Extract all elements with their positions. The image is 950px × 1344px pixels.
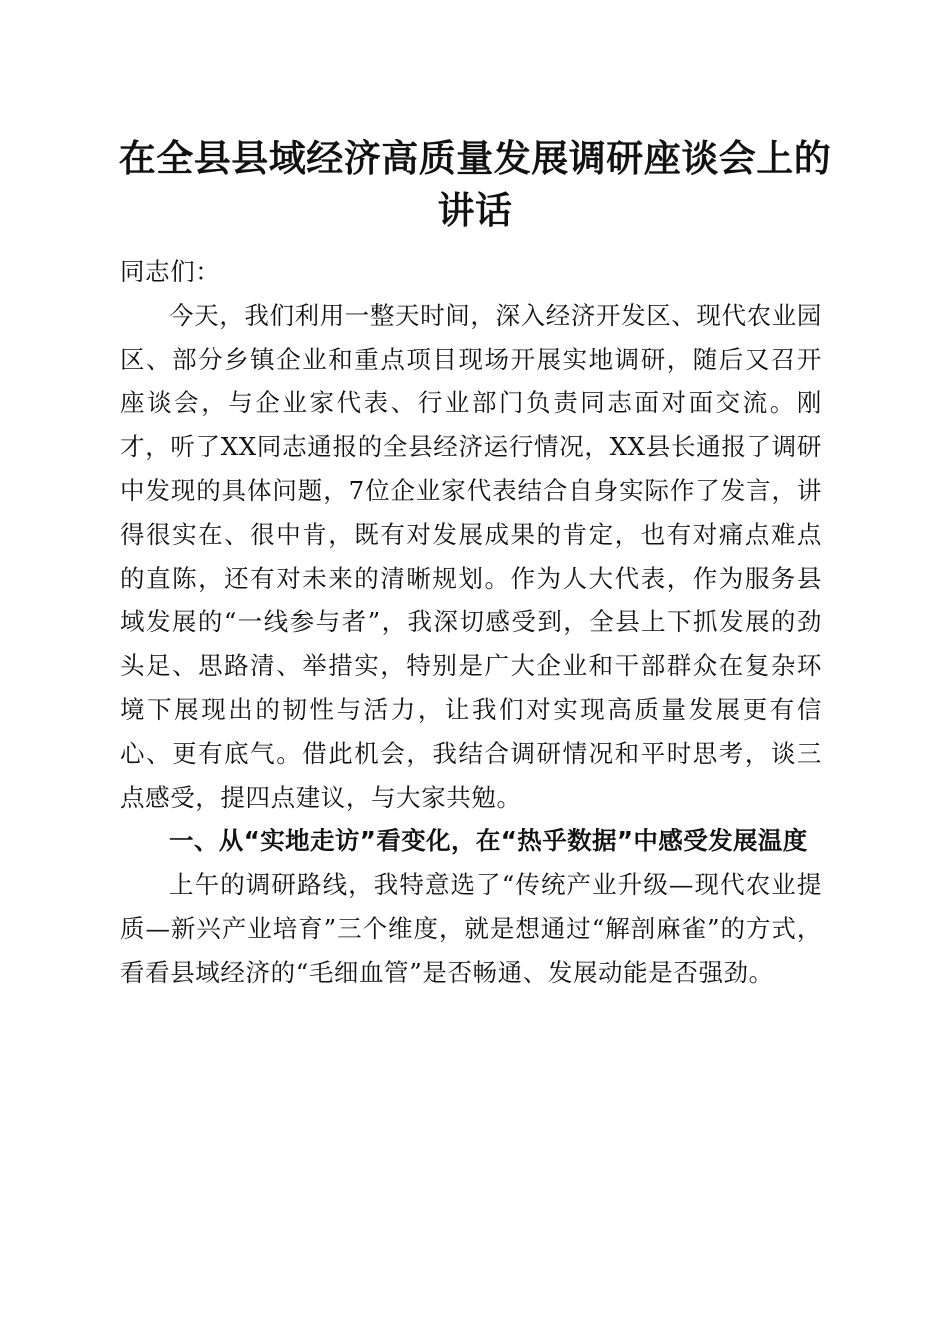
salutation: 同志们： bbox=[120, 257, 221, 286]
document-body bbox=[120, 250, 822, 995]
section-heading-1: 一、从“实地走访”看变化，在“热乎数据”中感受发展温度 bbox=[169, 826, 808, 856]
document-title: 在全县县域经济高质量发展调研座谈会上的讲话 bbox=[118, 136, 832, 232]
paragraph-section-1: 上午的调研路线，我特意选了“传统产业升级—现代农业提质—新兴产业培育”三个维度，就是想通过“解剖麻雀”的方式，看看县域经济的“毛细血管”是否畅通、发展动能是否强劲。 bbox=[120, 870, 822, 987]
paragraph-opening: 今天，我们利用一整天时间，深入经济开发区、现代农业园区、部分乡镇企业和重点项目现场开展实地调研，随后又召开座谈会，与企业家代表、行业部门负责同志面对面交流。刚才，听了XX同志通报的全县经济运行情况，XX县长通报了调研中发现的具体问题，7位企业家代表结合自身实际作了发言，讲得很实在、很中肯，既有对发展成果的肯定，也有对痛点难点的直陈，还有对未来的清晰规划。作为人大代表，作为服务县域发展的“一线参与者”，我深切感受到，全县上下抓发展的劲头足、思路清、举措实，特别是广大企业和干部群众在复杂环境下展现出的韧性与活力，让我们对实现高质量发展更有信心、更有底气。借此机会，我结合调研情况和平时思考，谈三点感受，提四点建议，与大家共勉。 bbox=[120, 300, 822, 812]
